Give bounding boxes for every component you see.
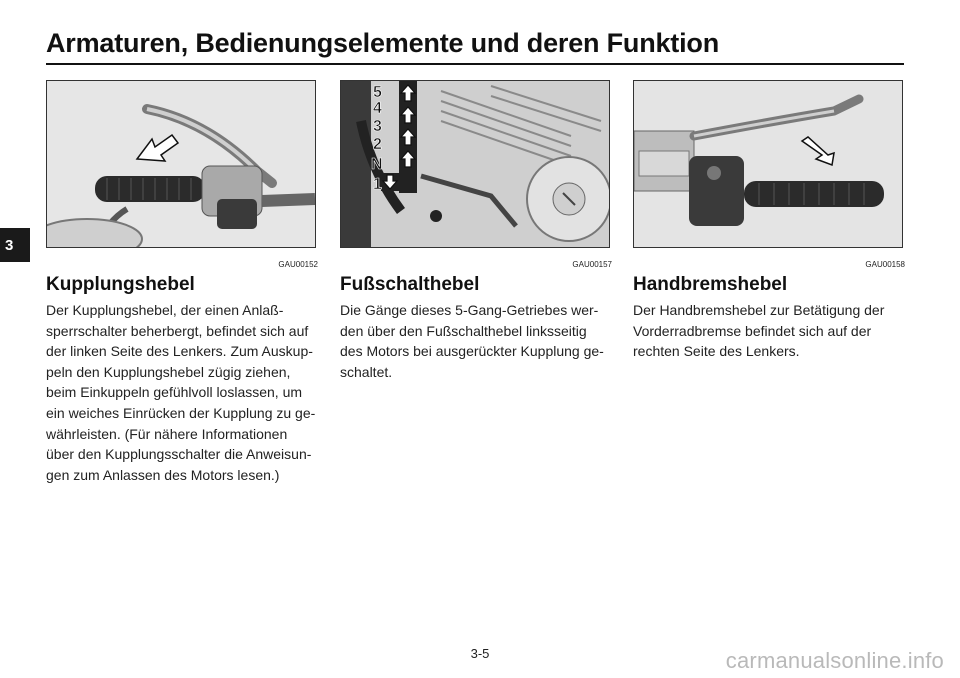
section-heading: Handbremshebel xyxy=(633,274,788,295)
section-body: Der Kupplungshebel, der einen Anlaß- sperrschalter beherbergt, befindet sich auf der linken Seite des Lenkers. Zum Auskup- peln den Kupplungshebel zügig ziehen, beim Einkuppeln gefühlvoll loslassen, um ein weiches Einrücken der Kupplung zu ge- währleisten. (Für nähere Informationen über den Kupplungsschalter die Anweisun- gen zum Anlassen des Motors lesen.) xyxy=(46,302,316,483)
section-clutch-lever xyxy=(46,80,318,485)
section-code: GAU00158 xyxy=(865,260,905,269)
clutch-lever-photo xyxy=(46,80,316,248)
gear-label: 3 xyxy=(373,118,382,135)
section-heading: Fußschalthebel xyxy=(340,274,480,295)
section-shift-pedal xyxy=(340,80,612,382)
gear-label: 2 xyxy=(373,136,382,153)
brake-lever-photo xyxy=(633,80,903,248)
section-brake-lever xyxy=(633,80,905,362)
page-number: 3-5 xyxy=(470,646,490,661)
gear-label: 4 xyxy=(373,100,382,117)
section-heading: Kupplungshebel xyxy=(46,274,195,295)
gear-label: N xyxy=(371,156,383,173)
chapter-tab: 3 xyxy=(0,228,30,262)
shift-pedal-photo xyxy=(340,80,610,248)
gear-label: 5 xyxy=(373,84,382,101)
watermark-text: carmanualsonline.info xyxy=(725,648,944,673)
section-code: GAU00157 xyxy=(572,260,612,269)
section-body: Der Handbremshebel zur Betätigung der Vorderradbremse befindet sich auf der rechten Seite des Lenkers. xyxy=(633,302,885,360)
section-code: GAU00152 xyxy=(278,260,318,269)
title-divider xyxy=(46,63,904,65)
section-body: Die Gänge dieses 5-Gang-Getriebes wer- den über den Fußschalthebel linksseitig des Motors bei ausgerückter Kupplung ge- schaltet. xyxy=(340,302,604,380)
gear-label: 1 xyxy=(373,176,382,193)
page-title: Armaturen, Bedienungselemente und deren Funktion xyxy=(46,28,719,58)
